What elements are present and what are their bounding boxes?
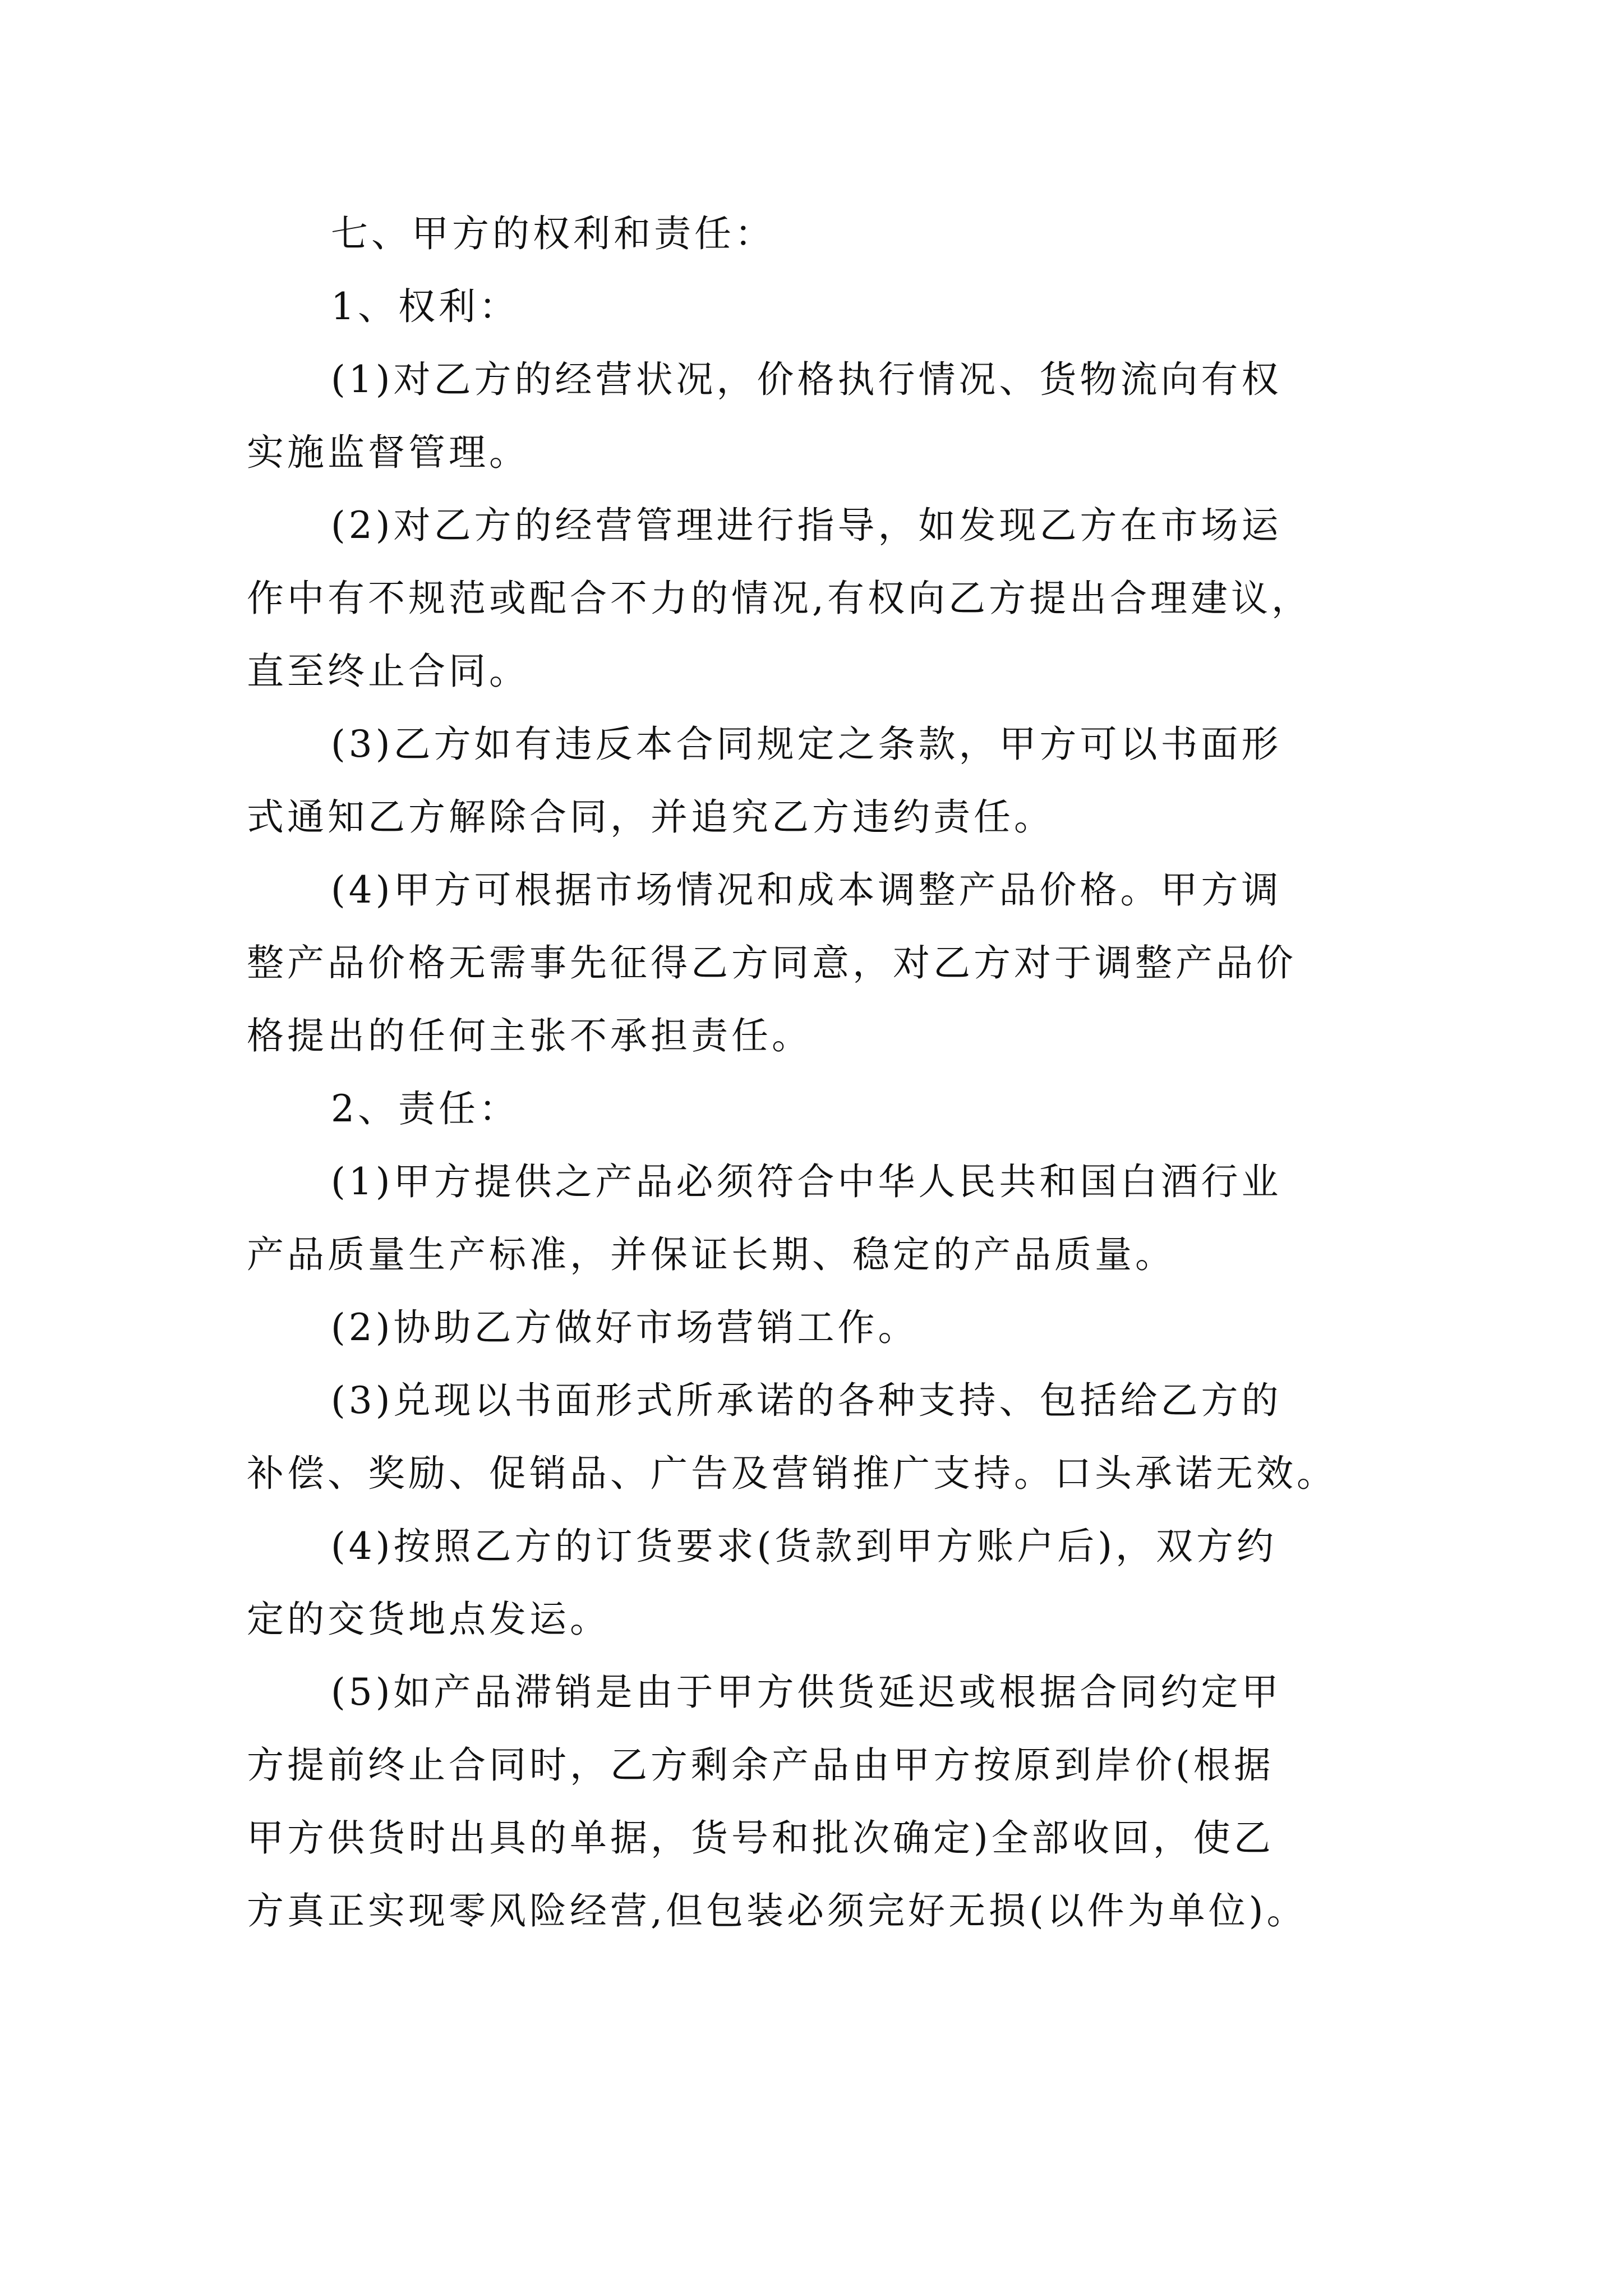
paragraph-line: 直至终止合同。 bbox=[247, 650, 529, 693]
paragraph-line: (1)对乙方的经营状况，价格执行情况、货物流向有权 bbox=[331, 358, 1282, 401]
paragraph-line: 整产品价格无需事先征得乙方同意，对乙方对于调整产品价 bbox=[247, 941, 1297, 984]
paragraph-line: 甲方供货时出具的单据，货号和批次确定)全部收回，使乙 bbox=[247, 1816, 1274, 1860]
subsection-heading-responsibilities: 2、责任： bbox=[331, 1087, 519, 1130]
paragraph-line: 式通知乙方解除合同，并追究乙方违约责任。 bbox=[247, 795, 1054, 839]
paragraph-line: 定的交货地点发运。 bbox=[247, 1598, 610, 1641]
paragraph-line: 作中有不规范或配合不力的情况,有权向乙方提出合理建议， bbox=[247, 577, 1312, 620]
paragraph-line: (2)协助乙方做好市场营销工作。 bbox=[331, 1306, 919, 1349]
paragraph-line: (1)甲方提供之产品必须符合中华人民共和国白酒行业 bbox=[331, 1160, 1282, 1203]
subsection-heading-rights: 1、权利： bbox=[331, 285, 519, 328]
paragraph-line: (3)兑现以书面形式所承诺的各种支持、包括给乙方的 bbox=[331, 1379, 1282, 1422]
paragraph-line: 方真正实现零风险经营,但包装必须完好无损(以件为单位)。 bbox=[247, 1889, 1307, 1932]
paragraph-line: 格提出的任何主张不承担责任。 bbox=[247, 1014, 812, 1057]
paragraph-line: 方提前终止合同时，乙方剩余产品由甲方按原到岸价(根据 bbox=[247, 1743, 1274, 1787]
paragraph-line: 实施监督管理。 bbox=[247, 431, 529, 474]
paragraph-line: 产品质量生产标准，并保证长期、稳定的产品质量。 bbox=[247, 1233, 1175, 1276]
paragraph-line: 补偿、奖励、促销品、广告及营销推广支持。口头承诺无效。 bbox=[247, 1452, 1337, 1495]
paragraph-line: (5)如产品滞销是由于甲方供货延迟或根据合同约定甲 bbox=[331, 1671, 1282, 1714]
paragraph-line: (4)按照乙方的订货要求(货款到甲方账户后)，双方约 bbox=[331, 1525, 1277, 1568]
paragraph-line: (2)对乙方的经营管理进行指导，如发现乙方在市场运 bbox=[331, 504, 1282, 547]
section-heading: 七、甲方的权利和责任： bbox=[331, 212, 775, 255]
paragraph-line: (3)乙方如有违反本合同规定之条款，甲方可以书面形 bbox=[331, 723, 1282, 766]
paragraph-line: (4)甲方可根据市场情况和成本调整产品价格。甲方调 bbox=[331, 868, 1282, 912]
